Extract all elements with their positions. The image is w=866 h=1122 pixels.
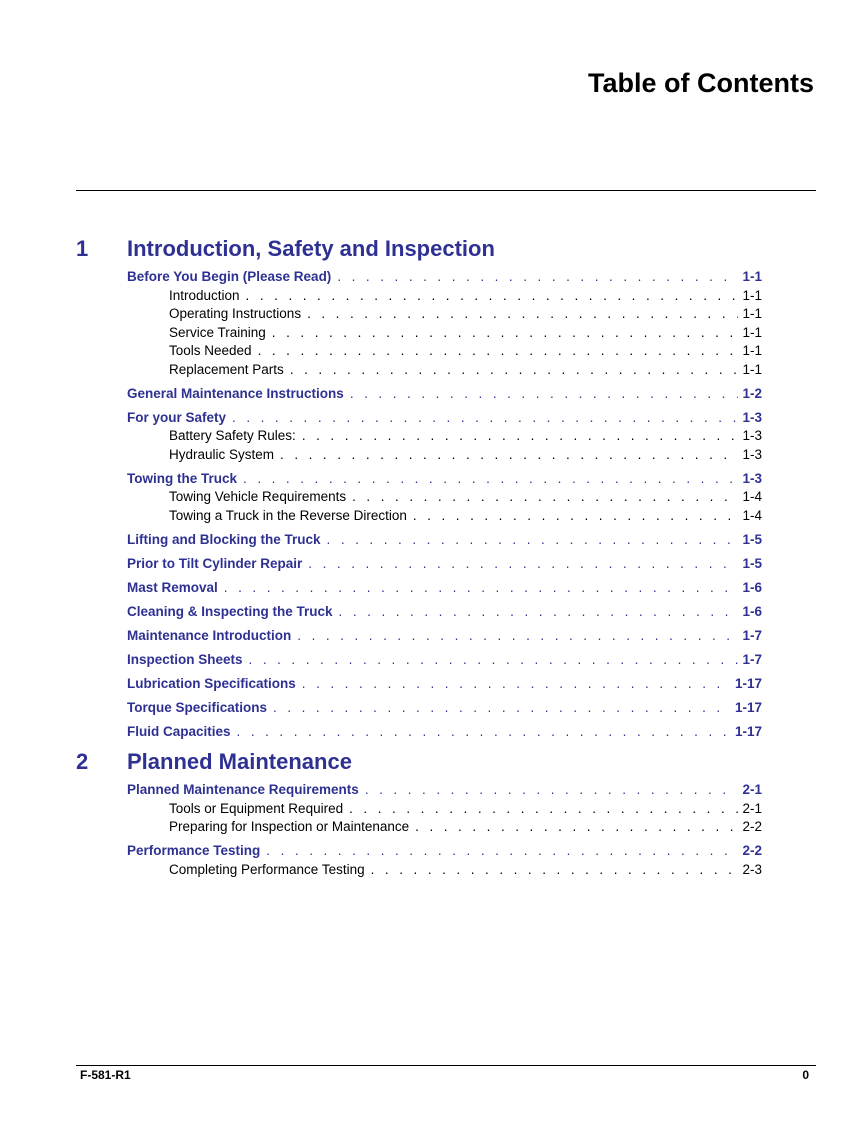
toc-entry-label: Lubrication Specifications <box>127 675 296 691</box>
toc-entry-page: 1-17 <box>734 699 762 715</box>
toc-subsection-entry[interactable] <box>169 818 762 837</box>
dot-leader <box>302 427 739 446</box>
dot-leader <box>246 287 739 306</box>
toc-entry-list <box>0 268 866 741</box>
toc-entry-page: 1-3 <box>742 428 762 443</box>
toc-entry-page: 1-1 <box>742 287 762 303</box>
toc-subsection-entry[interactable] <box>169 446 762 465</box>
toc-section-entry[interactable] <box>127 842 762 861</box>
chapter-number: 2 <box>76 749 89 774</box>
toc-subsection-entry[interactable] <box>169 427 762 446</box>
toc-entry-page: 2-1 <box>742 782 762 797</box>
toc-entry-page: 1-3 <box>742 409 762 425</box>
dot-leader <box>339 603 739 622</box>
toc-section-entry[interactable] <box>127 651 762 670</box>
toc-entry-label: Performance Testing <box>127 843 261 858</box>
dot-leader <box>232 409 738 428</box>
toc-entry-page: 1-4 <box>742 507 762 523</box>
dot-leader <box>302 675 731 694</box>
toc-subsection-entry[interactable] <box>169 861 762 880</box>
toc-section-entry[interactable] <box>127 603 762 622</box>
toc-entry-label: Cleaning & Inspecting the Truck <box>127 603 333 619</box>
dot-leader <box>243 470 738 489</box>
toc-entry-page: 1-2 <box>742 385 762 401</box>
toc-subsection-entry[interactable] <box>169 507 762 526</box>
toc-entry-label: Towing a Truck in the Reverse Direction <box>169 507 407 523</box>
toc-subsection-entry[interactable] <box>169 800 762 819</box>
toc-entry-page: 1-6 <box>742 603 762 619</box>
toc-subsection-entry[interactable] <box>169 488 762 507</box>
toc-entry-page: 1-1 <box>742 343 762 358</box>
chapter-title[interactable]: Introduction, Safety and Inspection <box>127 236 495 261</box>
toc-entry-page: 1-17 <box>734 723 762 739</box>
toc-entry-page: 1-17 <box>734 675 762 691</box>
toc-entry-label: Torque Specifications <box>127 699 268 715</box>
toc-entry-label: Introduction <box>169 287 240 303</box>
chapter-heading[interactable] <box>0 745 866 781</box>
toc-entry-label: Towing the Truck <box>127 470 238 486</box>
toc-entry-page: 1-5 <box>742 555 762 571</box>
toc-section-entry[interactable] <box>127 699 762 718</box>
dot-leader <box>371 861 739 880</box>
toc-section-entry[interactable] <box>127 268 762 287</box>
toc-subsection-entry[interactable] <box>169 361 762 380</box>
toc-section-entry[interactable] <box>127 470 762 489</box>
toc-section-entry[interactable] <box>127 723 762 742</box>
toc-entry-label: Tools Needed <box>169 343 252 358</box>
dot-leader <box>327 531 739 550</box>
toc-entry-label: Tools or Equipment Required <box>169 800 344 816</box>
dot-leader <box>237 723 731 742</box>
chapter-title[interactable]: Planned Maintenance <box>127 749 352 774</box>
top-divider <box>76 190 816 191</box>
toc-entry-label: Prior to Tilt Cylinder Repair <box>127 555 303 571</box>
toc-subsection-entry[interactable] <box>169 324 762 343</box>
dot-leader <box>273 699 731 718</box>
document-id: F-581-R1 <box>80 1068 131 1082</box>
toc-entry-label: Lifting and Blocking the Truck <box>127 531 321 547</box>
page-title: Table of Contents <box>588 68 814 98</box>
toc-subsection-entry[interactable] <box>169 305 762 324</box>
dot-leader <box>258 342 739 361</box>
table-of-contents <box>0 232 866 883</box>
toc-entry-label: Inspection Sheets <box>127 651 243 667</box>
footer-divider <box>76 1065 816 1066</box>
dot-leader <box>297 627 738 646</box>
dot-leader <box>280 446 738 465</box>
dot-leader <box>349 800 738 819</box>
page-number: 0 <box>802 1068 809 1082</box>
dot-leader <box>415 818 738 837</box>
toc-section-entry[interactable] <box>127 409 762 428</box>
toc-entry-label: Towing Vehicle Requirements <box>169 489 347 504</box>
toc-entry-page: 1-3 <box>742 470 762 486</box>
dot-leader <box>266 842 738 861</box>
toc-entry-page: 2-3 <box>742 861 762 877</box>
toc-entry-label: Replacement Parts <box>169 361 284 377</box>
toc-subsection-entry[interactable] <box>169 287 762 306</box>
toc-entry-label: Completing Performance Testing <box>169 861 365 877</box>
toc-entry-page: 2-1 <box>742 800 762 816</box>
toc-subsection-entry[interactable] <box>169 342 762 361</box>
dot-leader <box>308 555 738 574</box>
toc-entry-page: 1-1 <box>742 361 762 377</box>
toc-entry-page: 1-5 <box>742 531 762 547</box>
toc-entry-label: Before You Begin (Please Read) <box>127 269 332 284</box>
toc-entry-list <box>0 781 866 879</box>
toc-entry-label: Battery Safety Rules: <box>169 428 296 443</box>
dot-leader <box>352 488 738 507</box>
toc-entry-label: Operating Instructions <box>169 306 302 321</box>
toc-entry-page: 1-1 <box>742 306 762 321</box>
dot-leader <box>249 651 739 670</box>
toc-section-entry[interactable] <box>127 385 762 404</box>
toc-entry-page: 1-7 <box>742 627 762 643</box>
toc-section-entry[interactable] <box>127 627 762 646</box>
dot-leader <box>272 324 739 343</box>
toc-section-entry[interactable] <box>127 555 762 574</box>
toc-entry-label: Fluid Capacities <box>127 723 231 739</box>
toc-section-entry[interactable] <box>127 781 762 800</box>
toc-section-entry[interactable] <box>127 531 762 550</box>
toc-entry-page: 1-6 <box>742 579 762 595</box>
chapter-heading[interactable] <box>0 232 866 268</box>
toc-entry-page: 1-4 <box>742 489 762 504</box>
chapter-number: 1 <box>76 236 89 261</box>
toc-entry-label: General Maintenance Instructions <box>127 385 344 401</box>
toc-entry-page: 1-1 <box>742 269 762 284</box>
toc-entry-label: Hydraulic System <box>169 446 275 462</box>
toc-entry-label: Preparing for Inspection or Maintenance <box>169 819 410 834</box>
toc-entry-page: 2-2 <box>742 843 762 858</box>
toc-section-entry[interactable] <box>127 675 762 694</box>
toc-section-entry[interactable] <box>127 579 762 598</box>
toc-entry-label: For your Safety <box>127 409 227 425</box>
dot-leader <box>224 579 739 598</box>
dot-leader <box>307 305 738 324</box>
dot-leader <box>350 385 739 404</box>
dot-leader <box>290 361 739 380</box>
toc-entry-label: Service Training <box>169 324 266 340</box>
toc-entry-label: Mast Removal <box>127 579 218 595</box>
toc-entry-page: 1-1 <box>742 324 762 340</box>
toc-entry-page: 1-3 <box>742 446 762 462</box>
toc-entry-label: Planned Maintenance Requirements <box>127 782 359 797</box>
toc-entry-label: Maintenance Introduction <box>127 627 292 643</box>
dot-leader <box>337 268 738 287</box>
dot-leader <box>365 781 739 800</box>
dot-leader <box>413 507 739 526</box>
toc-entry-page: 2-2 <box>742 819 762 834</box>
toc-entry-page: 1-7 <box>742 651 762 667</box>
